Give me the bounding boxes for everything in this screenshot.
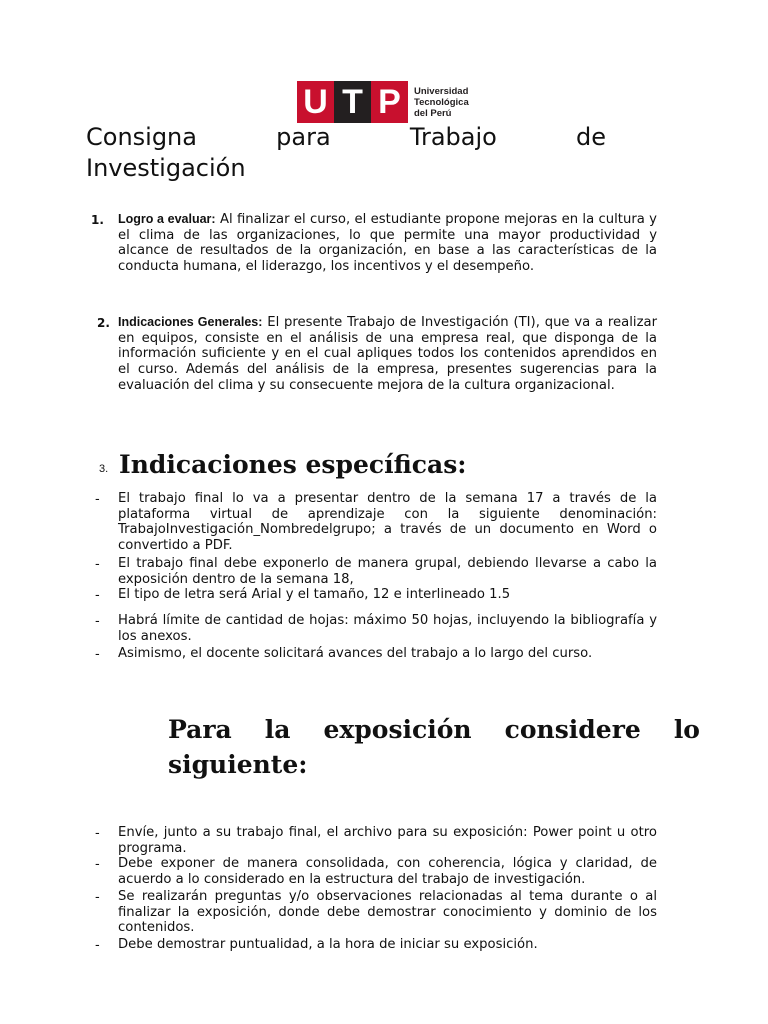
exposition-heading	[168, 712, 700, 782]
heading-line-2: siguiente:	[168, 750, 308, 779]
utp-logo	[297, 81, 476, 123]
bullet-dash: -	[95, 857, 100, 872]
list-item: El trabajo final lo va a presentar dentro de la semana 17 a través de la plataforma virtual de aprendizaje con la siguiente denominación: TrabajoInvestigación_Nombredelgrupo; a través de un documento en Word o convertido a PDF.	[118, 491, 657, 554]
list-item: Se realizarán preguntas y/o observaciones relacionadas al tema durante o al finalizar la exposición, donde debe demostrar conocimiento y dominio de los contenidos.	[118, 889, 657, 936]
title-word: para	[276, 123, 331, 151]
logo-letter-t: T	[334, 81, 371, 123]
list-item: Asimismo, el docente solicitará avances del trabajo a lo largo del curso.	[118, 646, 593, 661]
bullet-dash: -	[95, 890, 100, 905]
logo-letter-u: U	[297, 81, 334, 123]
heading-word: considere	[504, 715, 641, 744]
heading-word: exposición	[323, 715, 472, 744]
list-item: Habrá límite de cantidad de hojas: máximo 50 hojas, incluyendo la bibliografía y los anexos.	[118, 613, 657, 644]
title-word: Consigna	[86, 123, 197, 151]
item-indicaciones-generales	[118, 315, 657, 394]
item-label: Logro a evaluar:	[118, 212, 216, 226]
title-word: de	[575, 123, 606, 151]
list-item: El tipo de letra será Arial y el tamaño, 12 e interlineado 1.5	[118, 587, 511, 602]
logo-name-line: Universidad	[414, 85, 469, 97]
item-label: Indicaciones Generales:	[118, 315, 263, 329]
logo-university-name	[414, 86, 476, 119]
section-number: 3.	[99, 463, 109, 475]
logo-name-line: del Perú	[414, 107, 452, 119]
list-item: Envíe, junto a su trabajo final, el archivo para su exposición: Power point u otro programa.	[118, 825, 657, 856]
item-logro	[118, 212, 657, 275]
list-item: El trabajo final debe exponerlo de manera grupal, debiendo llevarse a cabo la exposición dentro de la semana 18,	[118, 556, 657, 587]
bullet-dash: -	[95, 826, 100, 841]
logo-letter-p: P	[371, 81, 408, 123]
logo-name-line: Tecnológica	[414, 96, 469, 108]
item-number: 2.	[97, 316, 110, 330]
heading-word: lo	[673, 715, 700, 744]
bullet-dash: -	[95, 588, 100, 603]
list-item: Debe demostrar puntualidad, a la hora de iniciar su exposición.	[118, 937, 538, 952]
heading-word: Para	[168, 715, 232, 744]
section-heading: Indicaciones específicas:	[119, 450, 467, 479]
bullet-dash: -	[95, 647, 100, 662]
list-item: Debe exponer de manera consolidada, con coherencia, lógica y claridad, de acuerdo a lo considerado en la estructura del trabajo de investigación.	[118, 856, 657, 887]
heading-word: la	[264, 715, 291, 744]
bullet-dash: -	[95, 614, 100, 629]
item-number: 1.	[91, 213, 104, 227]
item-text: Al finalizar el curso, el estudiante propone mejoras en la cultura y el clima de las organizaciones, lo que permite una mayor productividad y alcance de resultados de la organización, en base a las características de la conducta humana, el liderazgo, los incentivos y el desempeño.	[118, 212, 657, 275]
document-title	[86, 122, 606, 184]
title-word: Trabajo	[409, 123, 497, 151]
item-text: El presente Trabajo de Investigación (TI), que va a realizar en equipos, consiste en el análisis de una empresa real, que disponga de la información suficiente y en el cual apliques todos los contenidos aprendidos en el curso. Además del análisis de la empresa, presentes sugerencias para la evaluación del clima y su consecuente mejora de la cultura organizacional.	[118, 315, 657, 393]
bullet-dash: -	[95, 492, 100, 507]
title-line-2: Investigación	[86, 154, 246, 182]
bullet-dash: -	[95, 557, 100, 572]
bullet-dash: -	[95, 938, 100, 953]
